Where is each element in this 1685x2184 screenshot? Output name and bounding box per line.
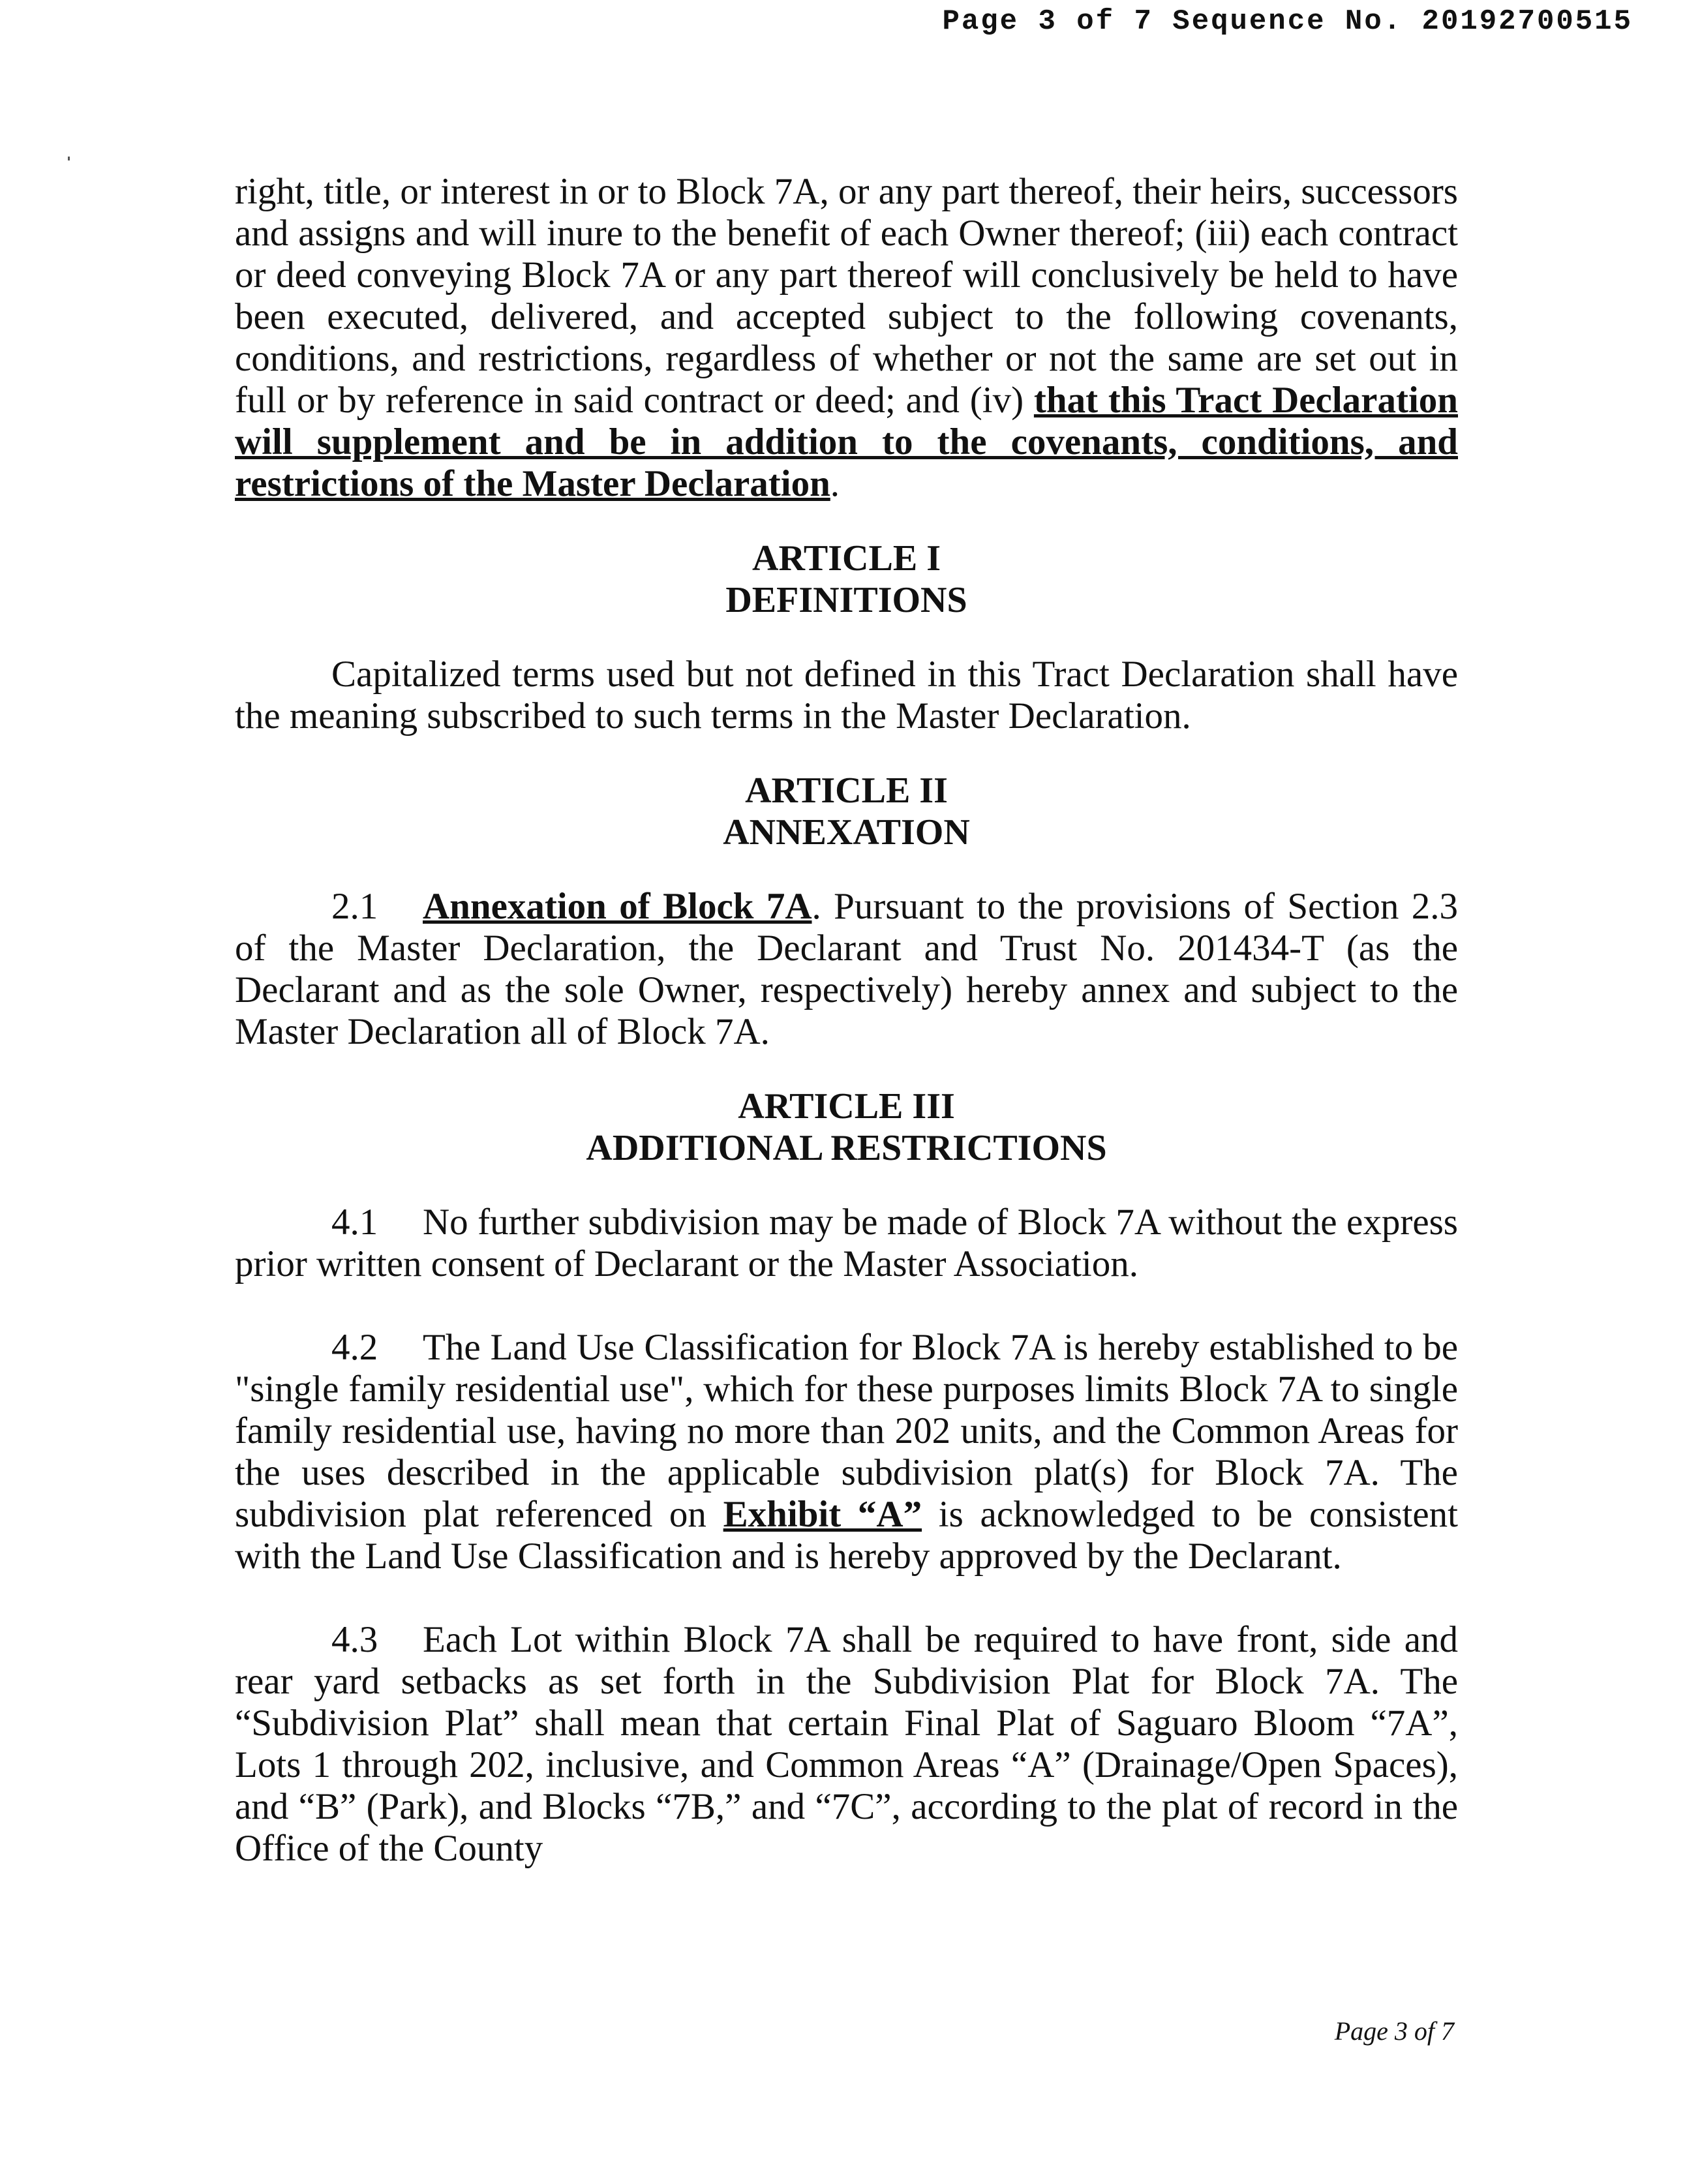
intro-emphasis: that this Tract Declaration will supplement and be in addition to the covenants, conditions, and restrictions of the Master Declaration — [235, 380, 1458, 504]
section-2-1 — [235, 886, 1458, 1053]
article-3-heading: ARTICLE III — [738, 1086, 955, 1127]
intro-end: . — [830, 463, 840, 504]
article-2-subheading: ANNEXATION — [723, 812, 970, 853]
section-4-1 — [235, 1202, 1458, 1285]
document-body — [235, 171, 1458, 1870]
section-4-1-text: No further subdivision may be made of Block 7A without the express prior written consent of Declarant or the Master Association. — [235, 1202, 1458, 1284]
page-header: Page 3 of 7 Sequence No. 20192700515 — [942, 5, 1633, 38]
scan-mark — [68, 157, 70, 160]
section-4-2 — [235, 1327, 1458, 1577]
intro-paragraph — [235, 171, 1458, 505]
section-4-1-number: 4.1 — [331, 1202, 378, 1243]
section-2-1-text: . Pursuant to the provisions of Section 2.3 of the Master Declaration, the Declarant and Trust No. 201434-T (as the Declarant and as the sole Owner, respectively) hereby annex and subject to the Master Declaration all of Block 7A. — [235, 886, 1458, 1052]
article-3-subheading: ADDITIONAL RESTRICTIONS — [586, 1128, 1107, 1168]
section-4-3 — [235, 1619, 1458, 1870]
definitions-paragraph: Capitalized terms used but not defined in this Tract Declaration shall have the meaning subscribed to such terms in the Master Declaration. — [235, 654, 1458, 736]
section-4-2-text-end: is acknowledged to be consistent with the Land Use Classification and is hereby approved by the Declarant. — [235, 1494, 1458, 1577]
article-1-subheading: DEFINITIONS — [725, 580, 967, 620]
article-2-heading: ARTICLE II — [745, 770, 948, 811]
section-4-2-text: The Land Use Classification for Block 7A is hereby established to be "single family residential use", which for these purposes limits Block 7A to single family residential use, having no more than 202 units, and the Common Areas for the uses described in the applicable subdivision plat(s) for Block 7A. The subdivision plat referenced on — [235, 1327, 1458, 1535]
exhibit-a-reference: Exhibit “A” — [723, 1494, 922, 1535]
section-2-1-number: 2.1 — [331, 886, 378, 927]
article-1-heading: ARTICLE I — [752, 538, 941, 579]
section-4-3-number: 4.3 — [331, 1619, 378, 1660]
section-2-1-title: Annexation of Block 7A — [423, 886, 812, 927]
intro-text: right, title, or interest in or to Block 7A, or any part thereof, their heirs, successors and assigns and will inure to the benefit of each Owner thereof; (iii) each contract or deed conveying Block 7A or any part thereof will conclusively be held to have been executed, delivered, and accepted subject to the following covenants, conditions, and restrictions, regardless of whether or not the same are set out in full or by reference in said contract or deed; and (iv) — [235, 171, 1458, 421]
section-4-2-number: 4.2 — [331, 1327, 378, 1368]
section-4-3-text: Each Lot within Block 7A shall be required to have front, side and rear yard setbacks as set forth in the Subdivision Plat for Block 7A. The “Subdivision Plat” shall mean that certain Final Plat of Saguaro Bloom “7A”, Lots 1 through 202, inclusive, and Common Areas “A” (Drainage/Open Spaces), and “B” (Park), and Blocks “7B,” and “7C”, according to the plat of record in the Office of the County — [235, 1619, 1458, 1869]
page-footer: Page 3 of 7 — [1334, 2016, 1454, 2046]
